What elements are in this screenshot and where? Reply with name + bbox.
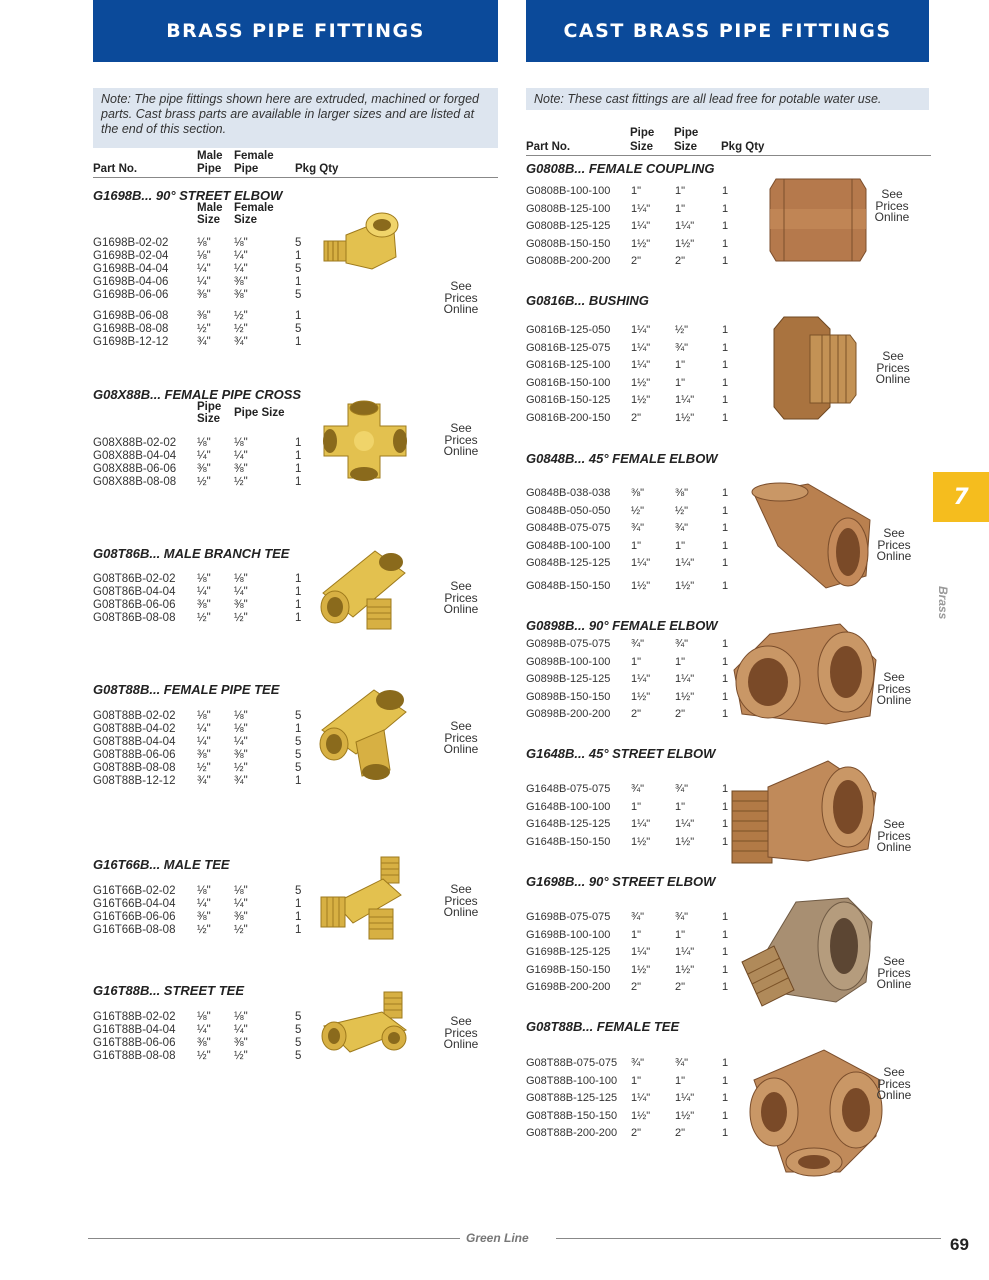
right-section-90-street-elbow — [526, 873, 715, 891]
subhdr-pipe-size: Pipe Size — [234, 407, 285, 419]
table-row: G1698B-06-06 ⅜" ⅜" 5 — [93, 289, 302, 301]
female-tee-image — [744, 1040, 890, 1180]
table-row: G16T66B-04-04 ¼" ¼" 1 — [93, 898, 302, 910]
section-title: G0808B... FEMALE COUPLING — [526, 161, 715, 176]
bushing-image — [770, 313, 860, 423]
section-title: G08T88B... FEMALE TEE — [526, 1019, 680, 1034]
chapter-label: Brass — [936, 586, 950, 620]
table-row: G08T86B-04-04 ¼" ¼" 1 — [93, 586, 302, 598]
table-row: G1698B-200-200 2" 2" 1 — [526, 981, 729, 993]
table-row: G0898B-125-125 1¼" 1¼" 1 — [526, 673, 729, 685]
table-row: G08T88B-100-100 1" 1" 1 — [526, 1074, 729, 1087]
table-row: G16T88B-02-02 ⅛" ⅛" 5 — [93, 1011, 302, 1023]
rows-male-tee — [93, 885, 313, 937]
table-row: G0848B-050-050 ½" ½" 1 — [526, 504, 729, 517]
right-header-rule — [526, 155, 931, 156]
table-row: G0816B-150-100 1½" 1" 1 — [526, 376, 729, 389]
left-header-female-top: Female — [234, 150, 274, 162]
section-title: G1698B... 90° STREET ELBOW — [93, 188, 283, 203]
footer-rule-right — [556, 1238, 941, 1239]
see-prices-label: See Prices Online — [875, 349, 911, 386]
table-row: G0808B-100-100 1" 1" 1 — [526, 185, 729, 197]
right-section-bushing — [526, 292, 649, 310]
table-row: G08T86B-08-08 ½" ½" 1 — [93, 612, 302, 624]
table-row: G1698B-04-04 ¼" ¼" 5 — [93, 263, 302, 275]
see-prices-label: See Prices Online — [876, 1065, 912, 1102]
table-row: G0898B-200-200 2" 2" 1 — [526, 708, 729, 720]
left-header-pkg: Pkg Qty — [295, 163, 339, 175]
rows-90-street-elbow — [526, 911, 736, 999]
section-title: G08T86B... MALE BRANCH TEE — [93, 546, 290, 561]
table-row: G0808B-125-125 1¼" 1¼" 1 — [526, 220, 729, 232]
see-prices-label: See Prices Online — [443, 579, 479, 616]
table-row: G08T88B-08-08 ½" ½" 5 — [93, 762, 302, 774]
rows-pipe-cross — [93, 437, 313, 489]
table-row: G1648B-150-150 1½" 1½" 1 — [526, 835, 729, 848]
section-title: G0848B... 45° FEMALE ELBOW — [526, 451, 718, 466]
table-row: G0848B-075-075 ¾" ¾" 1 — [526, 522, 729, 534]
table-row: G1698B-04-06 ¼" ⅜" 1 — [93, 276, 302, 288]
section-title: G0898B... 90° FEMALE ELBOW — [526, 618, 718, 633]
subhdr-pipe-bot: Size — [197, 413, 221, 425]
table-row: G1698B-150-150 1½" 1½" 1 — [526, 963, 729, 976]
see-prices-label: See Prices Online — [876, 670, 912, 707]
right-note: Note: These cast fittings are all lead free for potable water use. — [526, 88, 929, 110]
table-row: G08T88B-075-075 ¾" ¾" 1 — [526, 1057, 729, 1069]
right-section-45-female-elbow — [526, 450, 718, 468]
table-row: G08T86B-02-02 ⅛" ⅛" 1 — [93, 573, 302, 585]
table-row: G1648B-100-100 1" 1" 1 — [526, 800, 729, 813]
subhdr-pipe-top: Pipe — [197, 401, 222, 413]
see-prices-label: See Prices Online — [443, 882, 479, 919]
left-header-male-top: Male — [197, 150, 223, 162]
rows-45-female-elbow — [526, 487, 736, 597]
table-row: G08T88B-125-125 1¼" 1¼" 1 — [526, 1092, 729, 1104]
rows-female-tee — [526, 1057, 736, 1145]
table-row: G08T88B-12-12 ¾" ¾" 1 — [93, 775, 302, 787]
rows-bushing — [526, 324, 736, 429]
45-female-elbow-image — [748, 480, 878, 592]
see-prices-label: See Prices Online — [874, 187, 910, 224]
table-row: G08T88B-04-02 ¼" ⅛" 1 — [93, 723, 302, 735]
see-prices-label: See Prices Online — [443, 279, 479, 316]
right-section-female-coupling — [526, 160, 715, 178]
left-section-male-branch-tee — [93, 545, 289, 563]
table-row: G1648B-075-075 ¾" ¾" 1 — [526, 783, 729, 795]
table-row: G08X88B-08-08 ½" ½" 1 — [93, 476, 302, 488]
right-header-part: Part No. — [526, 141, 571, 153]
see-prices-label: See Prices Online — [876, 817, 912, 854]
subhdr-female-bot: Size — [234, 214, 258, 226]
street-elbow-image — [316, 205, 411, 280]
rows-female-coupling — [526, 185, 736, 273]
footer-rule-left — [88, 1238, 460, 1239]
section-title: G16T66B... MALE TEE — [93, 857, 230, 872]
table-row: G0848B-038-038 ⅜" ⅜" 1 — [526, 487, 729, 499]
female-pipe-tee-image — [314, 682, 414, 782]
table-row: G0816B-150-125 1½" 1¼" 1 — [526, 394, 729, 406]
table-row: G16T66B-02-02 ⅛" ⅛" 5 — [93, 885, 302, 897]
table-row: G08X88B-02-02 ⅛" ⅛" 1 — [93, 437, 302, 449]
subhdr-male-top: Male — [197, 202, 223, 214]
rows-female-pipe-tee — [93, 710, 313, 788]
table-row: G16T88B-04-04 ¼" ¼" 5 — [93, 1024, 302, 1036]
table-row: G08T88B-02-02 ⅛" ⅛" 5 — [93, 710, 302, 722]
male-tee-image — [313, 853, 413, 945]
table-row: G0848B-150-150 1½" 1½" 1 — [526, 579, 729, 592]
female-coupling-image — [764, 165, 874, 271]
table-row: G08T88B-06-06 ⅜" ⅜" 5 — [93, 749, 302, 761]
subhdr-male-bot: Size — [197, 214, 221, 226]
table-row: G0898B-150-150 1½" 1½" 1 — [526, 690, 729, 703]
rows-street-tee — [93, 1011, 313, 1063]
table-row: G0808B-150-150 1½" 1½" 1 — [526, 237, 729, 250]
see-prices-label: See Prices Online — [876, 954, 912, 991]
table-row: G1698B-02-02 ⅛" ⅛" 5 — [93, 237, 302, 249]
table-row: G08T86B-06-06 ⅜" ⅜" 1 — [93, 599, 302, 611]
left-note: Note: The pipe fittings shown here are extruded, machined or forged parts. Cast brass parts are available in larger sizes and are listed at the end of this section. — [93, 88, 498, 148]
right-header-p2-top: Pipe — [674, 127, 699, 139]
right-banner: CAST BRASS PIPE FITTINGS — [526, 0, 929, 62]
section-title: G0816B... BUSHING — [526, 293, 649, 308]
right-section-90-female-elbow — [526, 617, 718, 635]
male-branch-tee-image — [313, 543, 413, 643]
table-row: G1698B-06-08 ⅜" ½" 1 — [93, 310, 302, 322]
table-row: G0816B-125-100 1¼" 1" 1 — [526, 359, 729, 371]
rows-90-female-elbow — [526, 638, 736, 726]
left-section-female-pipe-tee — [93, 681, 279, 699]
table-row: G0808B-200-200 2" 2" 1 — [526, 255, 729, 267]
right-section-female-tee — [526, 1018, 679, 1036]
table-row: G16T66B-06-06 ⅜" ⅜" 1 — [93, 911, 302, 923]
table-row: G0848B-100-100 1" 1" 1 — [526, 539, 729, 552]
left-header-female-bot: Pipe — [234, 163, 259, 175]
right-header-p1-bot: Size — [630, 141, 654, 153]
page-number: 69 — [950, 1235, 969, 1254]
table-row: G0848B-125-125 1¼" 1¼" 1 — [526, 557, 729, 569]
table-row: G1648B-125-125 1¼" 1¼" 1 — [526, 818, 729, 830]
table-row: G1698B-02-04 ⅛" ¼" 1 — [93, 250, 302, 262]
left-header-male-bot: Pipe — [197, 163, 222, 175]
table-row: G0898B-100-100 1" 1" 1 — [526, 655, 729, 668]
see-prices-label: See Prices Online — [876, 526, 912, 563]
table-row: G08X88B-06-06 ⅜" ⅜" 1 — [93, 463, 302, 475]
left-header-rule — [93, 177, 498, 178]
table-row: G16T66B-08-08 ½" ½" 1 — [93, 924, 302, 936]
90-street-elbow-image — [736, 892, 876, 1012]
table-row: G0808B-125-100 1¼" 1" 1 — [526, 202, 729, 215]
table-row: G08T88B-200-200 2" 2" 1 — [526, 1127, 729, 1139]
see-prices-label: See Prices Online — [443, 719, 479, 756]
table-row: G1698B-12-12 ¾" ¾" 1 — [93, 336, 302, 348]
rows-45-street-elbow — [526, 783, 736, 853]
section-title: G08X88B... FEMALE PIPE CROSS — [93, 387, 302, 402]
table-row: G16T88B-08-08 ½" ½" 5 — [93, 1050, 302, 1062]
table-row: G1698B-100-100 1" 1" 1 — [526, 928, 729, 941]
left-banner: BRASS PIPE FITTINGS — [93, 0, 498, 62]
table-row: G0816B-125-050 1¼" ½" 1 — [526, 324, 729, 336]
chapter-tab: 7 — [933, 472, 989, 522]
left-section-street-tee — [93, 982, 244, 1000]
table-row: G1698B-08-08 ½" ½" 5 — [93, 323, 302, 335]
table-row: G08X88B-04-04 ¼" ¼" 1 — [93, 450, 302, 462]
table-row: G1698B-075-075 ¾" ¾" 1 — [526, 911, 729, 923]
footer-brand: Green Line — [466, 1231, 529, 1245]
table-row: G1698B-125-125 1¼" 1¼" 1 — [526, 946, 729, 958]
rows-male-branch-tee — [93, 573, 313, 625]
left-section-male-tee — [93, 856, 230, 874]
right-header-pkg: Pkg Qty — [721, 141, 765, 153]
table-row: G08T88B-150-150 1½" 1½" 1 — [526, 1109, 729, 1122]
pipe-cross-image — [318, 398, 412, 484]
section-title: G16T88B... STREET TEE — [93, 983, 244, 998]
see-prices-label: See Prices Online — [443, 421, 479, 458]
table-row: G0816B-125-075 1¼" ¾" 1 — [526, 341, 729, 354]
section-title: G1698B... 90° STREET ELBOW — [526, 874, 716, 889]
table-row: G08T88B-04-04 ¼" ¼" 5 — [93, 736, 302, 748]
45-street-elbow-image — [728, 757, 880, 869]
street-tee-image — [316, 990, 412, 1068]
right-header-p2-bot: Size — [674, 141, 698, 153]
rows-street-elbow — [93, 237, 313, 349]
section-title: G1648B... 45° STREET ELBOW — [526, 746, 716, 761]
left-header-part: Part No. — [93, 163, 138, 175]
90-female-elbow-image — [730, 620, 880, 730]
table-row: G0898B-075-075 ¾" ¾" 1 — [526, 638, 729, 650]
subhdr-female-top: Female — [234, 202, 274, 214]
table-row: G16T88B-06-06 ⅜" ⅜" 5 — [93, 1037, 302, 1049]
right-header-p1-top: Pipe — [630, 127, 655, 139]
right-section-45-street-elbow — [526, 745, 715, 763]
see-prices-label: See Prices Online — [443, 1014, 479, 1051]
table-row: G0816B-200-150 2" 1½" 1 — [526, 411, 729, 424]
section-title: G08T88B... FEMALE PIPE TEE — [93, 682, 280, 697]
